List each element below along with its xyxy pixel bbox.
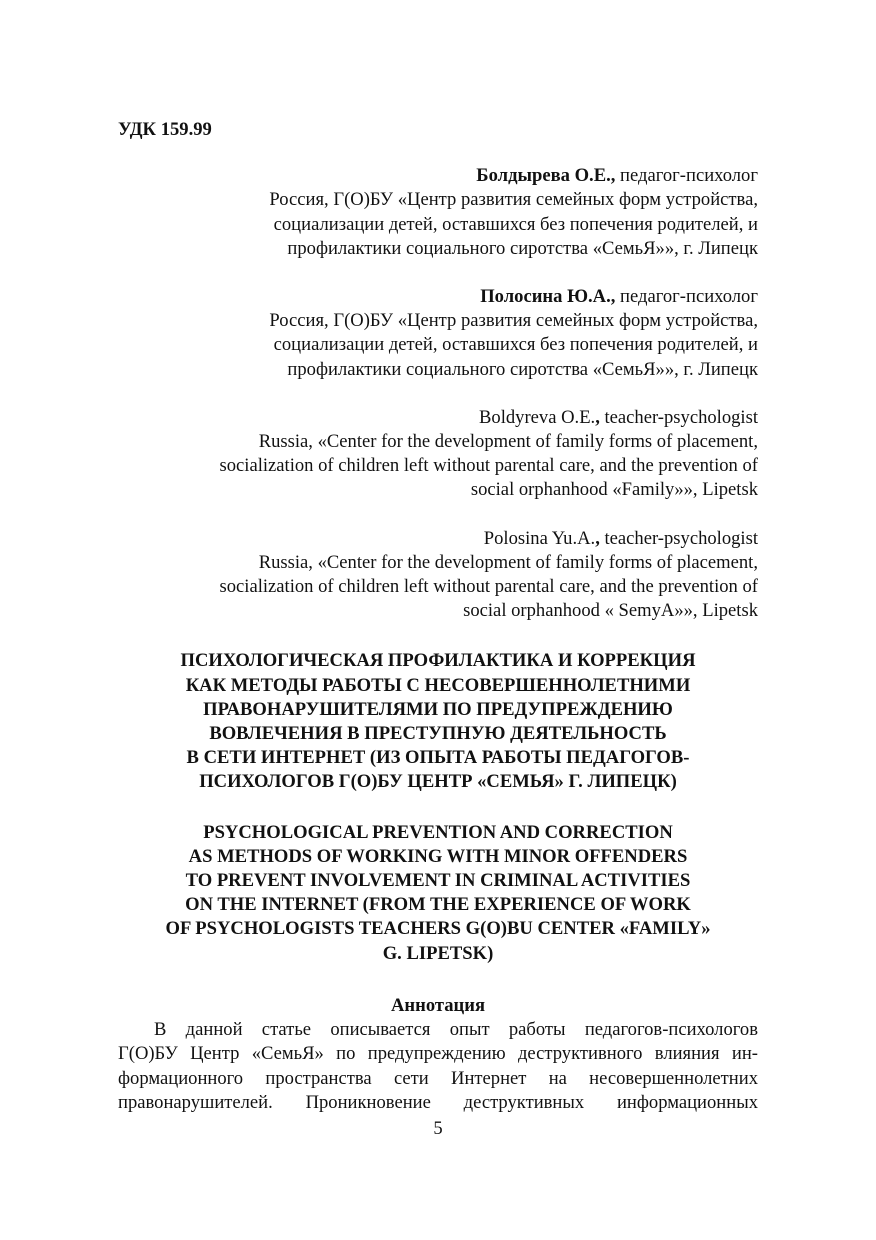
title-line: ПРАВОНАРУШИТЕЛЯМИ ПО ПРЕДУПРЕЖДЕНИЮ xyxy=(203,698,673,720)
author-role: педагог-психолог xyxy=(615,165,758,187)
affiliation-line: Russia, «Center for the development of family forms of placement, xyxy=(258,431,758,453)
title-line: ПСИХОЛОГОВ Г(О)БУ ЦЕНТР «СЕМЬЯ» Г. ЛИПЕЦК) xyxy=(199,771,677,793)
affiliation-line: social orphanhood «Family»», Lipetsk xyxy=(470,479,758,501)
article-title-en xyxy=(118,821,758,966)
author-block-polosina-ru xyxy=(118,285,758,382)
author-comma: , xyxy=(595,406,600,428)
abstract-heading: Аннотация xyxy=(390,994,486,1016)
abstract-line: правонарушителей. Проникновение деструктивных информационных xyxy=(118,1091,758,1113)
title-line: ON THE INTERNET (FROM THE EXPERIENCE OF WORK xyxy=(185,894,691,916)
affiliation-line: социализации детей, оставшихся без попечения родителей, и xyxy=(273,334,758,356)
article-title-ru xyxy=(118,649,758,794)
title-line: КАК МЕТОДЫ РАБОТЫ С НЕСОВЕРШЕННОЛЕТНИМИ xyxy=(185,674,691,696)
document-page xyxy=(118,118,758,1115)
author-comma: , xyxy=(595,527,600,549)
abstract-line: Г(О)БУ Центр «СемьЯ» по предупреждению деструктивного влияния ин- xyxy=(118,1043,758,1065)
author-role: педагог-психолог xyxy=(615,286,758,308)
affiliation-line: socialization of children left without parental care, and the prevention of xyxy=(219,455,758,477)
author-line xyxy=(118,164,758,188)
author-line xyxy=(118,285,758,309)
abstract-line: формационного пространства сети Интернет на несовершеннолетних xyxy=(118,1067,758,1089)
affiliation-line: socialization of children left without parental care, and the prevention of xyxy=(219,576,758,598)
abstract-line: В данной статье описывается опыт работы педагогов-психологов xyxy=(154,1019,758,1041)
abstract-body xyxy=(118,1018,758,1115)
title-line: PSYCHOLOGICAL PREVENTION AND CORRECTION xyxy=(203,821,673,843)
author-name: Болдырева О.Е., xyxy=(476,165,616,187)
title-line: AS METHODS OF WORKING WITH MINOR OFFENDERS xyxy=(188,845,688,867)
author-block-polosina-en xyxy=(118,527,758,624)
author-role: teacher-psychologist xyxy=(599,527,758,549)
title-line: ПСИХОЛОГИЧЕСКАЯ ПРОФИЛАКТИКА И КОРРЕКЦИЯ xyxy=(180,650,696,672)
affiliation-line: профилактики социального сиротства «СемьЯ»», г. Липецк xyxy=(287,358,758,380)
affiliation-line: social orphanhood « SemyA»», Lipetsk xyxy=(463,600,758,622)
author-line xyxy=(118,406,758,430)
affiliation-line: Россия, Г(О)БУ «Центр развития семейных форм устройства, xyxy=(269,189,758,211)
author-name: Polosina Yu.A. xyxy=(483,527,596,549)
author-role: teacher-psychologist xyxy=(599,406,758,428)
title-line: ВОВЛЕЧЕНИЯ В ПРЕСТУПНУЮ ДЕЯТЕЛЬНОСТЬ xyxy=(209,723,667,745)
affiliation-line: социализации детей, оставшихся без попечения родителей, и xyxy=(273,213,758,235)
udk-code: УДК 159.99 xyxy=(118,119,212,140)
affiliation-line: Россия, Г(О)БУ «Центр развития семейных форм устройства, xyxy=(269,310,758,332)
author-name: Полосина Ю.А., xyxy=(480,286,616,308)
title-line: G. LIPETSK) xyxy=(382,942,494,964)
title-line: OF PSYCHOLOGISTS TEACHERS G(O)BU CENTER «FAMILY» xyxy=(165,918,711,940)
author-line xyxy=(118,527,758,551)
title-line: TO PREVENT INVOLVEMENT IN CRIMINAL ACTIVITIES xyxy=(185,870,691,892)
author-block-boldyreva-ru xyxy=(118,164,758,261)
page-number: 5 xyxy=(433,1118,443,1139)
author-name: Boldyreva O.E. xyxy=(479,406,596,428)
title-line: В СЕТИ ИНТЕРНЕТ (ИЗ ОПЫТА РАБОТЫ ПЕДАГОГОВ- xyxy=(186,747,690,769)
author-block-boldyreva-en xyxy=(118,406,758,503)
affiliation-line: профилактики социального сиротства «СемьЯ»», г. Липецк xyxy=(287,237,758,259)
affiliation-line: Russia, «Center for the development of family forms of placement, xyxy=(258,551,758,573)
